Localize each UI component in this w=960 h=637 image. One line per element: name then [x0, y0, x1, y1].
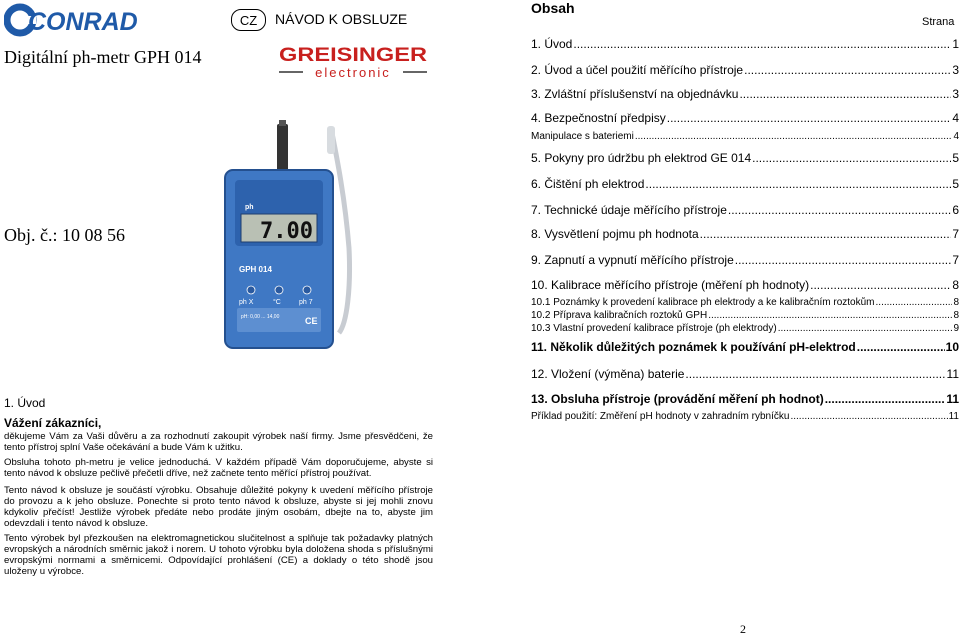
toc-entry-label: 1. Úvod — [531, 37, 573, 51]
ph-meter-image — [215, 118, 365, 350]
toc-entry[interactable] — [531, 177, 959, 191]
greisinger-logo — [277, 42, 429, 82]
toc-entry[interactable] — [531, 131, 959, 142]
toc-entry-page: 11 — [946, 392, 959, 406]
toc-entry-label: Příklad použití: Změření pH hodnoty v zahradním rybníčku — [531, 411, 790, 422]
toc-entry-page: 1 — [952, 37, 959, 51]
toc-entry-page: 3 — [952, 87, 959, 101]
toc-entry-label: 10.1 Poznámky k provedení kalibrace ph elektrody a ke kalibračním roztokům — [531, 297, 875, 308]
page-number: 2 — [740, 622, 746, 636]
toc-entry[interactable] — [531, 253, 959, 267]
language-badge — [231, 9, 266, 31]
toc-entry[interactable] — [531, 323, 959, 334]
toc-entry-page: 8 — [953, 297, 959, 308]
toc-entry-label: 13. Obsluha přístroje (provádění měření ph hodnot) — [531, 392, 824, 406]
intro-paragraph: Tento výrobek byl přezkoušen na elektromagnetickou slučitelnost a splňuje tak požadavky platných evropských a národních směrnic jakož i norem. U tohoto výrobku byla doložena shoda s příslušnými evropskými normami a směrnicemi. Odpovídající prohlášení (CE) a doklady o této shodě jsou uloženy u výrobce. — [4, 533, 433, 577]
toc-page-label: Strana — [922, 16, 955, 28]
toc-entry-page: 5 — [952, 177, 959, 191]
toc-entry[interactable] — [531, 392, 959, 406]
toc-entry-page: 8 — [953, 310, 959, 321]
product-title: Digitální ph-metr GPH 014 — [4, 47, 202, 67]
toc-entry-label: 5. Pokyny pro údržbu ph elektrod GE 014 — [531, 151, 752, 165]
brand-sub: electronic — [315, 65, 391, 80]
toc-entry-label: 11. Několik důležitých poznámek k používání pH-elektrod — [531, 340, 856, 354]
toc-entry-label: 9. Zapnutí a vypnutí měřícího přístroje — [531, 253, 734, 267]
toc-entry[interactable] — [531, 278, 959, 292]
intro-paragraph: děkujeme Vám za Vaši důvěru a za rozhodnutí zakoupit výrobek naší firmy. Jsme přesvědčeni, že tento přístroj splní Vaše očekávání a bude Vám k užitku. — [4, 431, 433, 453]
toc-entry[interactable] — [531, 37, 959, 51]
brand-name: GREISINGER — [279, 45, 428, 66]
display-label: ph — [245, 204, 254, 211]
toc-entry-label: 12. Vložení (výměna) baterie — [531, 367, 685, 381]
device-key-phx: ph X — [239, 299, 254, 306]
toc-entry-page: 8 — [952, 278, 959, 292]
toc-entry[interactable] — [531, 340, 959, 354]
ce-mark: CE — [305, 316, 318, 326]
toc-entry-label: 10.2 Příprava kalibračních roztoků GPH — [531, 310, 708, 321]
toc-entry-label: 7. Technické údaje měřícího přístroje — [531, 203, 727, 217]
intro-paragraph: Obsluha tohoto ph-metru je velice jednoduchá. V každém případě Vám doporučujeme, abyste si tento návod k obsluze pečlivě přečetli dříve, než začnete tento měřící přístroj používat. — [4, 457, 433, 479]
toc-entry-label: Manipulace s bateriemi — [531, 131, 634, 142]
toc-entry-label: 3. Zvláštní příslušenství na objednávku — [531, 87, 739, 101]
manual-label: NÁVOD K OBSLUZE — [275, 11, 408, 27]
toc-entry-page: 4 — [952, 111, 959, 125]
toc-entry-label: 8. Vysvětlení pojmu ph hodnota — [531, 227, 699, 241]
greeting: Vážení zákazníci, — [4, 416, 102, 430]
toc-entry-page: 3 — [952, 63, 959, 77]
conrad-logo — [4, 2, 140, 38]
device-model: GPH 014 — [239, 265, 272, 274]
device-range: pH: 0,00 ... 14,00 — [241, 314, 280, 320]
toc-entry-page: 7 — [952, 253, 959, 267]
lang-code: CZ — [239, 12, 258, 28]
display-value: 7.00 — [260, 219, 313, 244]
device-key-ph7: ph 7 — [299, 299, 313, 306]
toc-entry-page: 10 — [945, 340, 959, 354]
toc-entry[interactable] — [531, 87, 959, 101]
intro-paragraph: Tento návod k obsluze je součástí výrobku. Obsahuje důležité pokyny k uvedení měřícího přístroje do provozu a k jeho obsluze. Ponechte si proto tento návod k obsluze, abyste si jej mohli znovu kdykoliv přečíst! Jestliže výrobek předáte nebo prodáte jiným osobám, dbejte na to, abyste jim odevzdali i tento návod k obsluze. — [4, 485, 433, 529]
toc-entry[interactable] — [531, 111, 959, 125]
toc-entry-label: 10.3 Vlastní provedení kalibrace přístroje (ph elektrody) — [531, 323, 777, 334]
toc-entry[interactable] — [531, 297, 959, 308]
order-number: Obj. č.: 10 08 56 — [4, 225, 125, 245]
toc-entry[interactable] — [531, 411, 959, 422]
toc-entry-page: 4 — [953, 131, 959, 142]
toc-entry-label: 10. Kalibrace měřícího přístroje (měření ph hodnoty) — [531, 278, 810, 292]
toc-entry-page: 11 — [946, 367, 959, 381]
toc-entry[interactable] — [531, 151, 959, 165]
toc-entry-label: 6. Čištění ph elektrod — [531, 177, 645, 191]
toc-entry-page: 7 — [952, 227, 959, 241]
toc-entry[interactable] — [531, 367, 959, 381]
toc-entry-page: 9 — [953, 323, 959, 334]
toc-entry[interactable] — [531, 63, 959, 77]
conrad-logo-text: CONRAD — [28, 8, 138, 36]
toc-entry-page: 6 — [952, 203, 959, 217]
toc-entry[interactable] — [531, 310, 959, 321]
device-key-temp: °C — [273, 299, 281, 306]
toc-title: Obsah — [531, 0, 575, 16]
toc-entry[interactable] — [531, 203, 959, 217]
toc-entry-label: 4. Bezpečnostní předpisy — [531, 111, 666, 125]
toc-entry-page: 11 — [948, 411, 959, 422]
section-heading: 1. Úvod — [4, 396, 46, 410]
toc-entry[interactable] — [531, 227, 959, 241]
toc-entry-label: 2. Úvod a účel použití měřícího přístroje — [531, 63, 744, 77]
toc-entry-page: 5 — [952, 151, 959, 165]
